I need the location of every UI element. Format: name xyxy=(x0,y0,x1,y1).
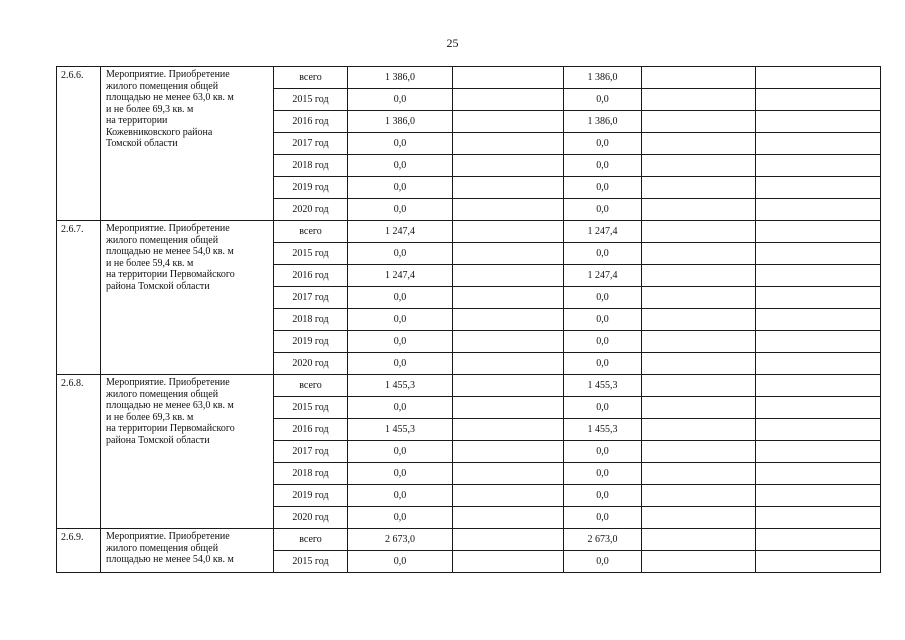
value-cell-col5 xyxy=(756,287,881,309)
value-cell-total: 0,0 xyxy=(348,507,453,529)
period-cell: 2020 год xyxy=(274,507,348,529)
period-cell: 2015 год xyxy=(274,551,348,573)
description-line: Мероприятие. Приобретение xyxy=(106,377,230,388)
value-cell-col4 xyxy=(642,419,756,441)
period-cell: всего xyxy=(274,375,348,397)
value-cell-col5 xyxy=(756,529,881,551)
value-cell-col4 xyxy=(642,551,756,573)
description-line: на территории Первомайского xyxy=(106,423,235,434)
table-row xyxy=(57,67,881,89)
item-number: 2.6.7. xyxy=(57,221,101,375)
value-cell-col4 xyxy=(642,397,756,419)
value-cell-col3: 0,0 xyxy=(564,243,642,265)
value-cell-col2 xyxy=(453,419,564,441)
value-cell-col3: 0,0 xyxy=(564,331,642,353)
value-cell-col2 xyxy=(453,309,564,331)
description-line: жилого помещения общей xyxy=(106,80,219,92)
value-cell-col3: 0,0 xyxy=(564,441,642,463)
period-cell: всего xyxy=(274,221,348,243)
value-cell-col2 xyxy=(453,353,564,375)
value-cell-total: 0,0 xyxy=(348,463,453,485)
value-cell-col5 xyxy=(756,111,881,133)
description-line: площадью не менее 63,0 кв. м xyxy=(106,92,234,103)
value-cell-col4 xyxy=(642,441,756,463)
item-description xyxy=(101,529,274,573)
page-number: 25 xyxy=(446,36,459,50)
period-cell: 2017 год xyxy=(274,133,348,155)
value-cell-col3: 0,0 xyxy=(564,133,642,155)
value-cell-col5 xyxy=(756,551,881,573)
value-cell-col2 xyxy=(453,155,564,177)
period-cell: 2020 год xyxy=(274,353,348,375)
value-cell-col3: 2 673,0 xyxy=(564,529,642,551)
value-cell-col4 xyxy=(642,287,756,309)
value-cell-col2 xyxy=(453,177,564,199)
item-description xyxy=(101,67,274,221)
value-cell-col2 xyxy=(453,199,564,221)
value-cell-col2 xyxy=(453,441,564,463)
period-cell: 2019 год xyxy=(274,331,348,353)
value-cell-col5 xyxy=(756,353,881,375)
value-cell-total: 0,0 xyxy=(348,155,453,177)
period-cell: 2019 год xyxy=(274,177,348,199)
value-cell-total: 1 455,3 xyxy=(348,419,453,441)
value-cell-col4 xyxy=(642,265,756,287)
value-cell-col2 xyxy=(453,375,564,397)
value-cell-col5 xyxy=(756,89,881,111)
value-cell-col2 xyxy=(453,287,564,309)
value-cell-total: 1 455,3 xyxy=(348,375,453,397)
value-cell-col5 xyxy=(756,199,881,221)
value-cell-col2 xyxy=(453,507,564,529)
value-cell-col4 xyxy=(642,309,756,331)
value-cell-total: 0,0 xyxy=(348,441,453,463)
period-cell: 2016 год xyxy=(274,265,348,287)
table-row xyxy=(57,221,881,243)
value-cell-col3: 1 247,4 xyxy=(564,221,642,243)
value-cell-col2 xyxy=(453,221,564,243)
value-cell-col4 xyxy=(642,111,756,133)
value-cell-col4 xyxy=(642,221,756,243)
period-cell: 2020 год xyxy=(274,199,348,221)
value-cell-total: 0,0 xyxy=(348,551,453,573)
item-number: 2.6.6. xyxy=(57,67,101,221)
value-cell-col3: 1 455,3 xyxy=(564,419,642,441)
table-row xyxy=(57,375,881,397)
value-cell-col2 xyxy=(453,397,564,419)
period-cell: 2015 год xyxy=(274,397,348,419)
value-cell-col4 xyxy=(642,177,756,199)
period-cell: всего xyxy=(274,67,348,89)
value-cell-col4 xyxy=(642,529,756,551)
value-cell-col4 xyxy=(642,507,756,529)
value-cell-col3: 0,0 xyxy=(564,89,642,111)
value-cell-total: 0,0 xyxy=(348,177,453,199)
value-cell-col4 xyxy=(642,353,756,375)
value-cell-col5 xyxy=(756,133,881,155)
value-cell-col3: 0,0 xyxy=(564,507,642,529)
value-cell-col5 xyxy=(756,397,881,419)
item-description xyxy=(101,375,274,529)
value-cell-col5 xyxy=(756,507,881,529)
period-cell: 2018 год xyxy=(274,309,348,331)
value-cell-total: 0,0 xyxy=(348,199,453,221)
period-cell: 2018 год xyxy=(274,155,348,177)
value-cell-col4 xyxy=(642,331,756,353)
value-cell-col5 xyxy=(756,67,881,89)
value-cell-col5 xyxy=(756,177,881,199)
value-cell-col3: 0,0 xyxy=(564,155,642,177)
value-cell-col3: 0,0 xyxy=(564,287,642,309)
value-cell-col5 xyxy=(756,419,881,441)
description-line: Томской области xyxy=(106,138,178,149)
value-cell-col2 xyxy=(453,485,564,507)
value-cell-col3: 0,0 xyxy=(564,353,642,375)
period-cell: 2015 год xyxy=(274,243,348,265)
value-cell-total: 0,0 xyxy=(348,353,453,375)
period-cell: 2017 год xyxy=(274,441,348,463)
value-cell-total: 0,0 xyxy=(348,133,453,155)
value-cell-col2 xyxy=(453,463,564,485)
value-cell-total: 2 673,0 xyxy=(348,529,453,551)
description-line: площадью не менее 54,0 кв. м xyxy=(106,246,234,257)
value-cell-col3: 0,0 xyxy=(564,463,642,485)
value-cell-col2 xyxy=(453,265,564,287)
value-cell-total: 0,0 xyxy=(348,331,453,353)
value-cell-col3: 1 455,3 xyxy=(564,375,642,397)
description-line: и не более 69,3 кв. м xyxy=(106,411,194,423)
value-cell-col5 xyxy=(756,265,881,287)
value-cell-col4 xyxy=(642,67,756,89)
value-cell-col5 xyxy=(756,331,881,353)
description-line: и не более 59,4 кв. м xyxy=(106,257,194,269)
value-cell-col4 xyxy=(642,133,756,155)
value-cell-col4 xyxy=(642,375,756,397)
value-cell-col2 xyxy=(453,551,564,573)
table-row xyxy=(57,529,881,551)
value-cell-col3: 0,0 xyxy=(564,309,642,331)
value-cell-col5 xyxy=(756,485,881,507)
value-cell-total: 0,0 xyxy=(348,397,453,419)
value-cell-col3: 0,0 xyxy=(564,199,642,221)
value-cell-col5 xyxy=(756,243,881,265)
period-cell: 2015 год xyxy=(274,89,348,111)
table-body xyxy=(57,67,881,573)
value-cell-total: 1 386,0 xyxy=(348,67,453,89)
period-cell: 2016 год xyxy=(274,111,348,133)
description-line: и не более 69,3 кв. м xyxy=(106,103,194,115)
value-cell-col4 xyxy=(642,199,756,221)
description-line: Мероприятие. Приобретение xyxy=(106,69,230,80)
value-cell-total: 0,0 xyxy=(348,89,453,111)
value-cell-total: 0,0 xyxy=(348,243,453,265)
value-cell-col5 xyxy=(756,221,881,243)
item-number: 2.6.8. xyxy=(57,375,101,529)
description-line: Мероприятие. Приобретение xyxy=(106,531,230,542)
description-line: жилого помещения общей xyxy=(106,234,219,246)
value-cell-col2 xyxy=(453,89,564,111)
value-cell-total: 1 247,4 xyxy=(348,265,453,287)
value-cell-col2 xyxy=(453,133,564,155)
value-cell-col4 xyxy=(642,243,756,265)
value-cell-col5 xyxy=(756,375,881,397)
value-cell-col2 xyxy=(453,331,564,353)
value-cell-col3: 1 386,0 xyxy=(564,111,642,133)
description-line: жилого помещения общей xyxy=(106,388,219,400)
value-cell-col2 xyxy=(453,243,564,265)
value-cell-col4 xyxy=(642,89,756,111)
description-line: района Томской области xyxy=(106,434,210,446)
period-cell: 2018 год xyxy=(274,463,348,485)
description-line: Мероприятие. Приобретение xyxy=(106,223,230,234)
value-cell-col5 xyxy=(756,155,881,177)
period-cell: 2017 год xyxy=(274,287,348,309)
value-cell-col5 xyxy=(756,463,881,485)
value-cell-col3: 0,0 xyxy=(564,485,642,507)
description-line: на территории Первомайского xyxy=(106,269,235,280)
budget-table xyxy=(56,66,881,573)
description-line: района Томской области xyxy=(106,280,210,292)
period-cell: всего xyxy=(274,529,348,551)
value-cell-col2 xyxy=(453,67,564,89)
value-cell-col4 xyxy=(642,155,756,177)
period-cell: 2019 год xyxy=(274,485,348,507)
description-line: Кожевниковского района xyxy=(106,126,213,138)
value-cell-total: 1 247,4 xyxy=(348,221,453,243)
description-line: площадью не менее 63,0 кв. м xyxy=(106,400,234,411)
item-number: 2.6.9. xyxy=(57,529,101,573)
value-cell-total: 0,0 xyxy=(348,309,453,331)
value-cell-col3: 0,0 xyxy=(564,551,642,573)
value-cell-col3: 1 247,4 xyxy=(564,265,642,287)
description-line: на территории xyxy=(106,115,168,126)
description-line: площадью не менее 54,0 кв. м xyxy=(106,554,234,565)
value-cell-col4 xyxy=(642,463,756,485)
value-cell-col4 xyxy=(642,485,756,507)
value-cell-col3: 1 386,0 xyxy=(564,67,642,89)
value-cell-col3: 0,0 xyxy=(564,177,642,199)
value-cell-col5 xyxy=(756,441,881,463)
value-cell-total: 0,0 xyxy=(348,485,453,507)
description-line: жилого помещения общей xyxy=(106,542,219,554)
value-cell-col2 xyxy=(453,529,564,551)
value-cell-total: 0,0 xyxy=(348,287,453,309)
value-cell-col5 xyxy=(756,309,881,331)
item-description xyxy=(101,221,274,375)
value-cell-col3: 0,0 xyxy=(564,397,642,419)
value-cell-total: 1 386,0 xyxy=(348,111,453,133)
value-cell-col2 xyxy=(453,111,564,133)
period-cell: 2016 год xyxy=(274,419,348,441)
